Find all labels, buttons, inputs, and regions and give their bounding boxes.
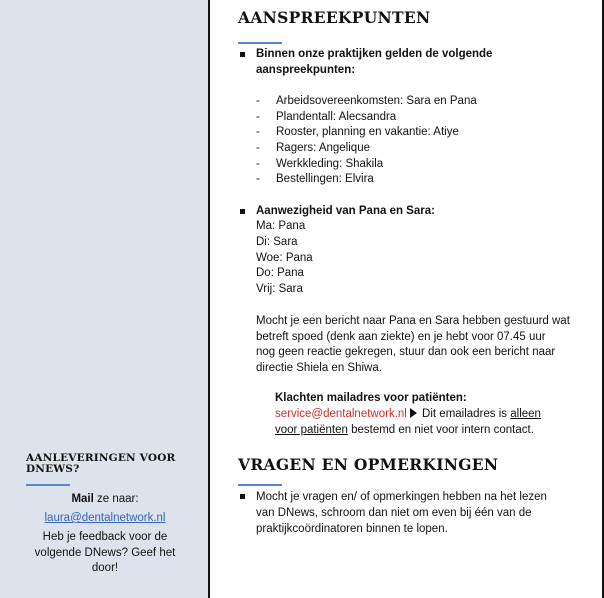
arrow-right-icon	[410, 408, 417, 418]
complaints-line1: service@dentalnetwork.nl Dit emailadres is alleen	[275, 408, 541, 420]
schedule-item: Woe: Pana	[256, 252, 313, 264]
bullet1-line1: Binnen onze praktijken gelden de volgende	[256, 48, 493, 60]
sidebar-heading: AANLEVERINGEN VOOR DNEWS?	[26, 452, 176, 475]
mail-rest: ze naar:	[93, 493, 139, 505]
list-item: - Plandentall: Alecsandra	[256, 110, 397, 123]
sidebar-feedback-text: Heb je feedback voor de volgende DNews? Geef het door!	[34, 531, 176, 574]
note-line: Mocht je een bericht naar Pana en Sara hebben gestuurd wat	[256, 315, 570, 327]
main-content	[212, 0, 604, 598]
schedule-item: Di: Sara	[256, 236, 298, 248]
sidebar-heading-rule	[26, 484, 70, 486]
list-item: - Rooster, planning en vakantie: Atiye	[256, 126, 459, 139]
section-title-vragen: VRAGEN EN OPMERKINGEN	[238, 455, 499, 474]
bullet-icon	[240, 209, 245, 214]
questions-line: praktijkcoördinatoren binnen te lopen.	[256, 523, 448, 535]
mail-label: Mail	[71, 493, 94, 505]
bullet2-title: Aanwezigheid van Pana en Sara:	[256, 205, 435, 217]
schedule-item: Vrij: Sara	[256, 283, 303, 295]
complaints-line2: voor patiënten bestemd en niet voor intern contact.	[275, 424, 534, 436]
list-item: - Werkkleding: Shakila	[256, 157, 384, 170]
schedule-item: Ma: Pana	[256, 220, 306, 232]
list-item: - Bestellingen: Elvira	[256, 173, 374, 186]
contact-list	[256, 94, 477, 188]
note-line: directie Shiela en Shiwa.	[256, 362, 382, 374]
bullet-icon	[240, 494, 245, 499]
list-item: - Ragers: Angelique	[256, 142, 370, 155]
section-title-aanspreekpunten: AANSPREEKPUNTEN	[238, 8, 431, 27]
bullet-icon	[240, 52, 245, 57]
complaints-title: Klachten mailadres voor patiënten:	[275, 392, 467, 404]
section-title-rule	[238, 484, 282, 486]
sidebar-email-link[interactable]: laura@dentalnetwork.nl	[44, 512, 166, 524]
list-item: - Arbeidsovereenkomsten: Sara en Pana	[256, 95, 477, 107]
schedule-item: Do: Pana	[256, 267, 304, 279]
section-title-rule	[238, 42, 282, 44]
sidebar	[0, 0, 210, 598]
questions-line: Mocht je vragen en/ of opmerkingen hebben na het lezen	[256, 491, 547, 503]
note-line: betreft spoed (denk aan ziekte) en je hebt voor 07.45 uur	[256, 331, 546, 343]
sidebar-mail-instruction	[0, 493, 210, 505]
questions-line: van DNews, schroom dan niet om even bij één van de	[256, 507, 532, 519]
complaints-email-link[interactable]: service@dentalnetwork.nl	[275, 408, 407, 420]
note-line: nog geen reactie gekregen, stuur dan ook een bericht naar	[256, 346, 556, 358]
bullet1-line2: aanspreekpunten:	[256, 64, 356, 76]
